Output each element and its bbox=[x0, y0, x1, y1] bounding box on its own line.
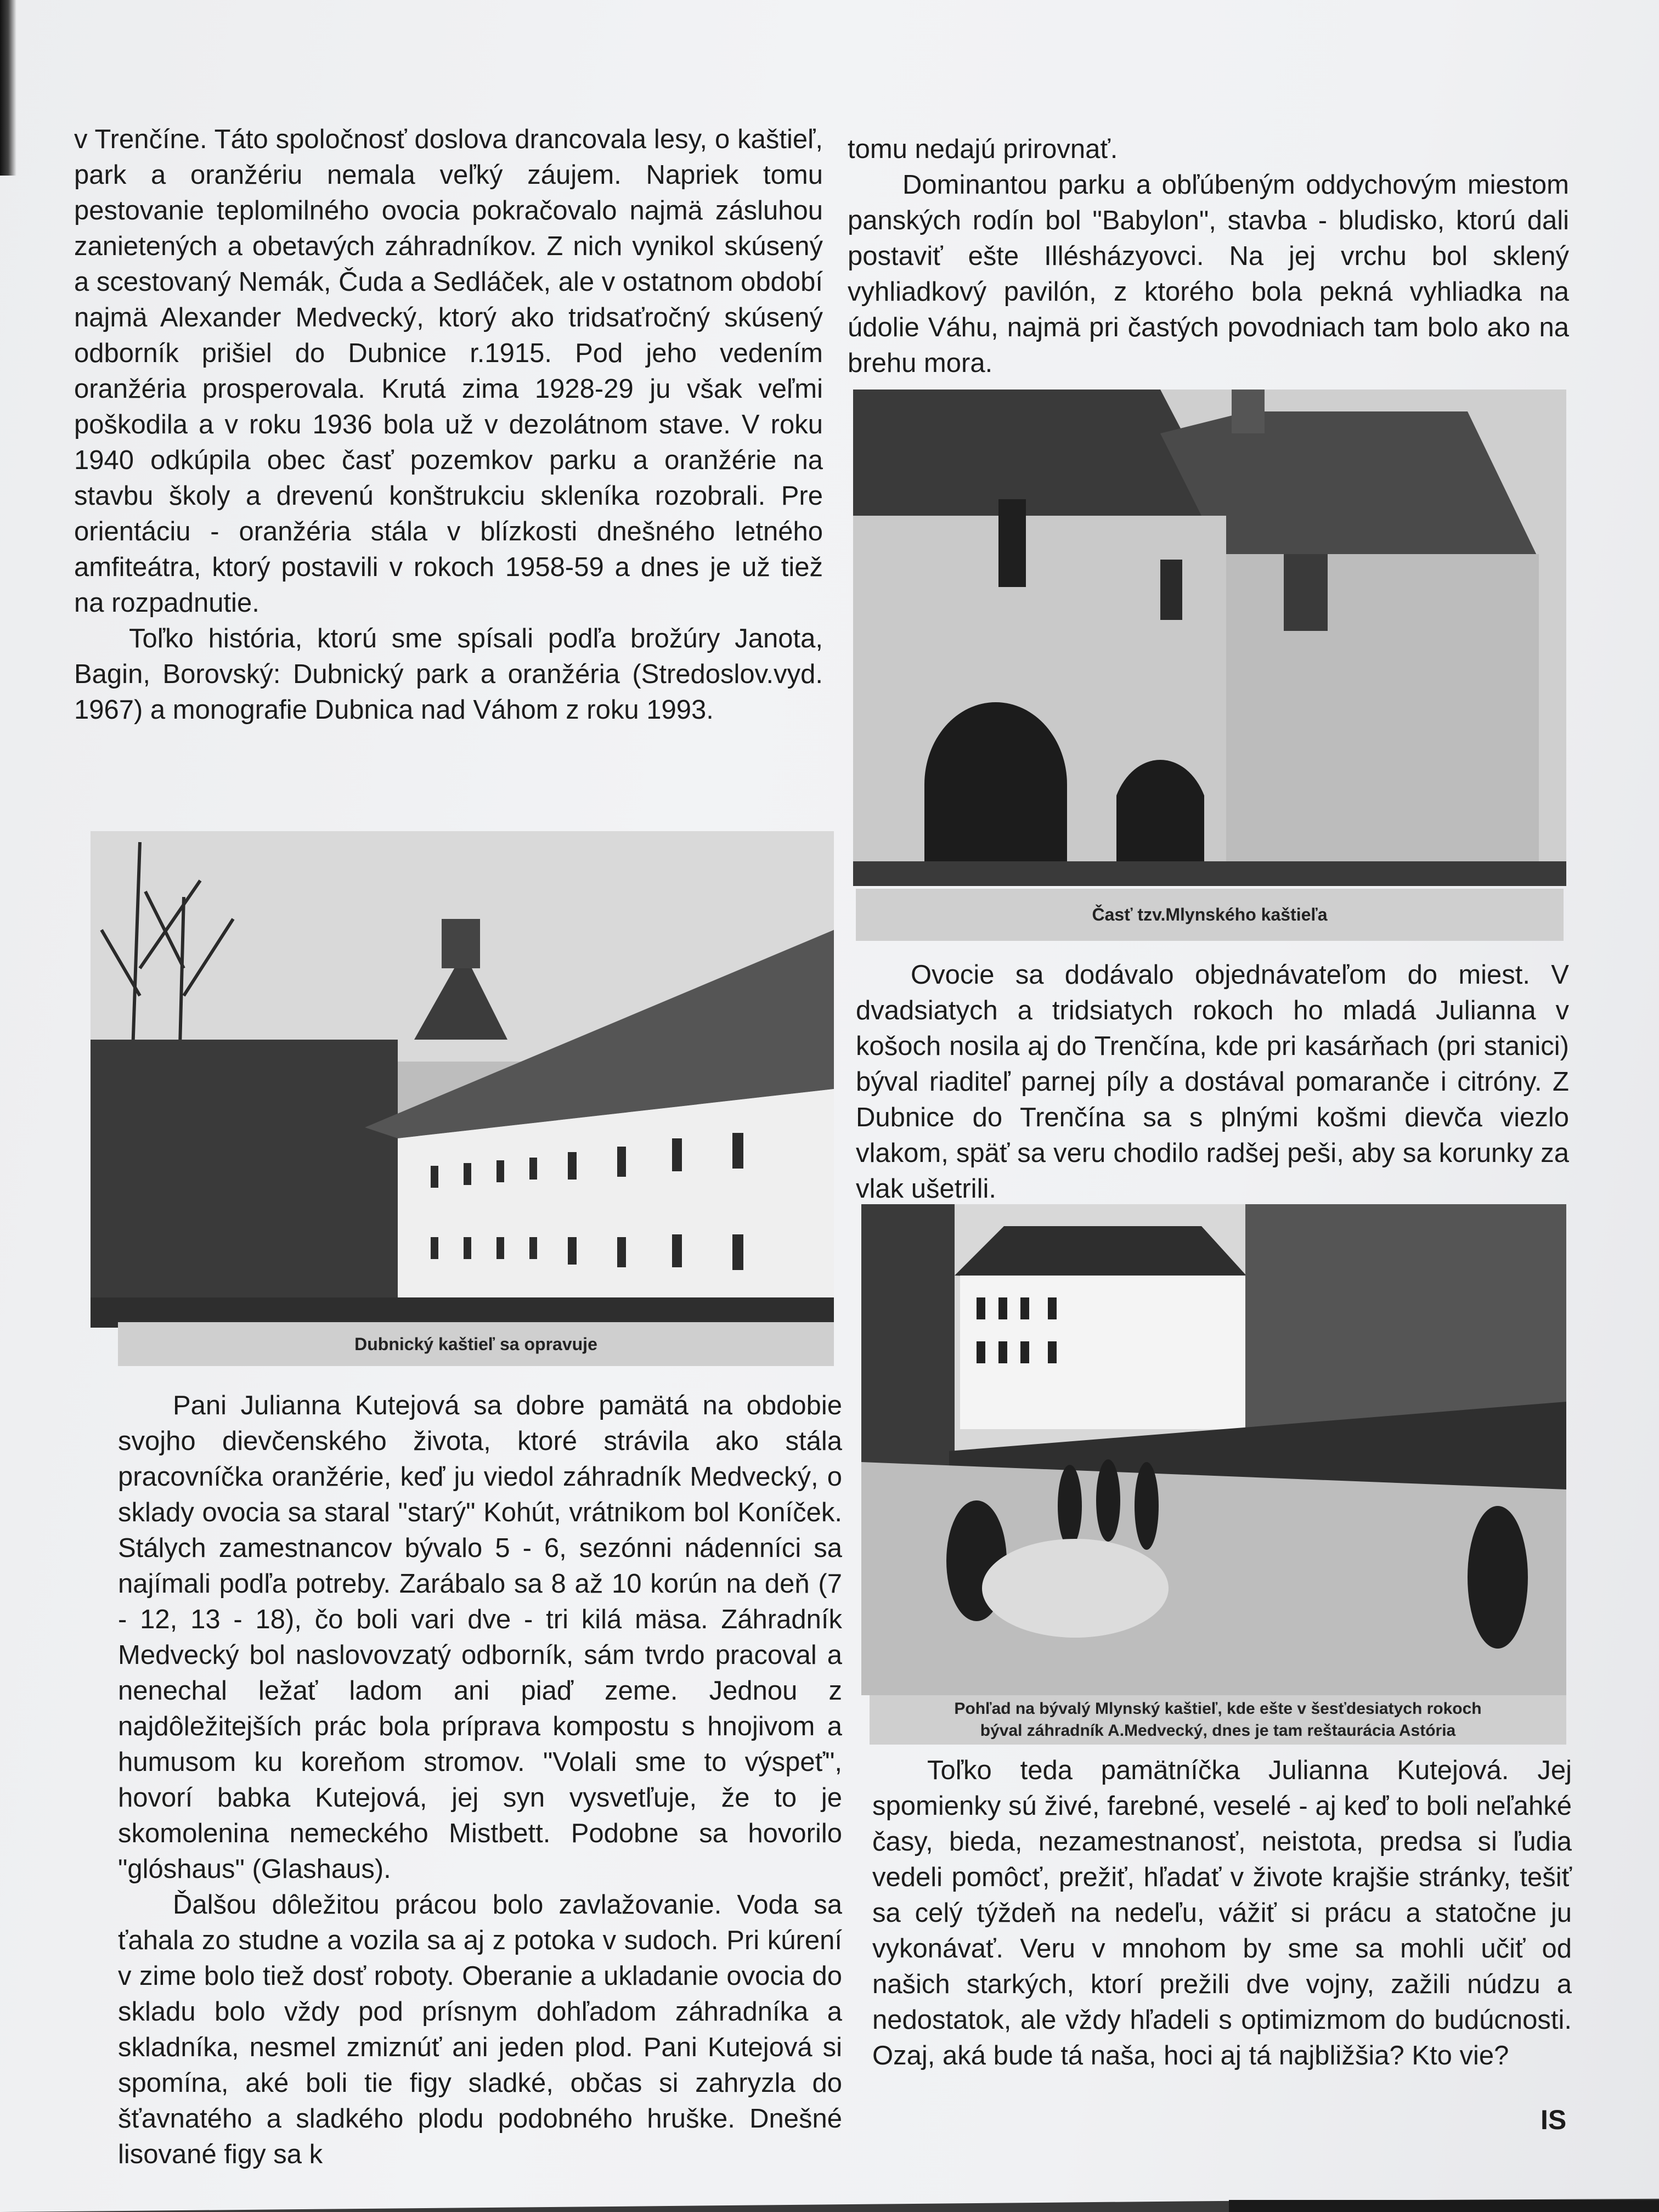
left-column-top-text bbox=[74, 122, 823, 728]
right-paragraph-1: tomu nedajú prirovnať. bbox=[848, 134, 1118, 164]
page-edge-shadow bbox=[1229, 2200, 1659, 2212]
photo-former-mill-manor-winter bbox=[861, 1204, 1566, 1695]
left-column-bottom-text bbox=[118, 1388, 842, 2172]
left-paragraph-2: Toľko história, ktorú sme spísali podľa brožúry Janota, Bagin, Borovský: Dubnický park a oranžéria (Stredoslov.vyd. 1967) a monografie Dubnica nad Váhom z roku 1993. bbox=[74, 624, 823, 725]
right-column-middle-text bbox=[856, 957, 1569, 1207]
right-column-bottom-text bbox=[872, 1753, 1572, 2074]
photo3-caption-line-1: Pohľad na bývalý Mlynský kaštieľ, kde ešte v šesťdesiatych rokoch bbox=[954, 1700, 1482, 1718]
left-paragraph-1: v Trenčíne. Táto spoločnosť doslova drancovala lesy, o kaštieľ, park a oranžériu nemala veľký záujem. Napriek tomu pestovanie teplomilného ovocia pokračovalo najmä zásluhou zanietených a obetavých záhradníkov. Z nich vynikol skúsený a scestovaný Nemák, Čuda a Sedláček, ale v ostatnom období najmä Alexander Medvecký, ktorý ako tridsaťročný skúsený odborník prišiel do Dubnice r.1915. Pod jeho vedením oranžéria prosperovala. Krutá zima 1928-29 ju však veľmi poškodila a v roku 1936 bola už v dezolátnom stave. V roku 1940 odkúpila obec časť pozemkov parku a oranžérie na stavbu školy a drevenú konštrukciu skleníka rozobrali. Pre orientáciu - oranžéria stála v blízkosti dnešného letného amfiteátra, ktorý postavili v rokoch 1958-59 a dnes je už tiež na rozpadnutie. bbox=[74, 125, 823, 618]
author-signature: IS bbox=[1541, 2104, 1567, 2135]
photo-dubnica-manor bbox=[91, 831, 834, 1328]
photo3-caption-line-2: býval záhradník A.Medvecký, dnes je tam reštaurácia Astória bbox=[980, 1722, 1456, 1740]
page-curl-shadow bbox=[0, 0, 16, 176]
right-paragraph-4: Toľko teda pamätníčka Julianna Kutejová. Jej spomienky sú živé, farebné, veselé - aj keď to boli neľahké časy, bieda, nezamestnanosť, neistota, predsa si ľudia vedeli pomôcť, prežiť, hľadať v živote krajšie stránky, tešiť sa celý týždeň na nedeľu, vážiť si prácu a statočne ju vykonávať. Veru v mnohom by sme sa mohli učiť od našich starkých, ktorí prežili dve vojny, zažili núdzu a nedostatok, ale vždy hľadeli s optimizmom do budúcnosti. Ozaj, aká bude tá naša, hoci aj tá najbližšia? Kto vie? bbox=[872, 1756, 1572, 2070]
left-paragraph-3: Pani Julianna Kutejová sa dobre pamätá na obdobie svojho dievčenského života, ktoré strávila ako stála pracovníčka oranžérie, keď ju viedol záhradník Medvecký, o sklady ovocia sa staral "starý" Kohút, vrátnikom bol Koníček. Stálych zamestnancov bývalo 5 - 6, sezónni nádenníci sa najímali podľa potreby. Zarábalo sa 8 až 10 korún na deň (7 - 12, 13 - 18), čo boli vari dve - tri kilá mäsa. Záhradník Medvecký bol naslovovzatý odborník, sám tvrdo pracoval a nenechal ležať ladom ani piaď zeme. Jednou z najdôležitejších prác bola príprava kompostu s hnojivom a humusom ku koreňom stromov. "Volali sme to výspeť", hovorí babka Kutejová, jej syn vysvetľuje, že to je skomolenina nemeckého Mistbett. Podobne sa hovorilo "glóshaus" (Glashaus). bbox=[118, 1391, 842, 1884]
right-column-top-text bbox=[848, 132, 1569, 381]
right-paragraph-3: Ovocie sa dodávalo objednávateľom do miest. V dvadsiatych a tridsiatych rokoch ho mladá Julianna v košoch nosila aj do Trenčína, kde pri kasárňach (pri stanici) býval riaditeľ parnej píly a dostával pomaranče i citróny. Z Dubnice do Trenčína sa s plnými košmi dievča viezlo vlakom, späť sa veru chodilo radšej peši, aby sa korunky za vlak ušetrili. bbox=[856, 960, 1569, 1204]
photo1-caption: Dubnický kaštieľ sa opravuje bbox=[118, 1322, 834, 1366]
photo2-caption: Časť tzv.Mlynského kaštieľa bbox=[856, 889, 1564, 941]
left-paragraph-4: Ďalšou dôležitou prácou bolo zavlažovanie. Voda sa ťahala zo studne a vozila sa aj z potoka v sudoch. Pri kúrení v zime bolo tiež dosť roboty. Oberanie a ukladanie ovocia do skladu bolo vždy pod prísnym dohľadom záhradníka a skladníka, nesmel zmiznúť ani jeden plod. Pani Kutejová si spomína, aké boli tie figy sladké, občas si zahryzla do šťavnatého a sladkého plodu podobného hruške. Dnešné lisované figy sa k bbox=[118, 1890, 842, 2169]
right-paragraph-2: Dominantou parku a obľúbeným oddychovým miestom panských rodín bol "Babylon", stavba - bludisko, ktorú dali postaviť ešte Illésházyovci. Na jej vrchu bol sklený vyhliadkový pavilón, z ktorého bola pekná vyhliadka na údolie Váhu, najmä pri častých povodniach tam bolo ako na brehu mora. bbox=[848, 170, 1569, 378]
photo-mill-manor bbox=[853, 390, 1566, 886]
photo3-caption bbox=[870, 1695, 1566, 1745]
